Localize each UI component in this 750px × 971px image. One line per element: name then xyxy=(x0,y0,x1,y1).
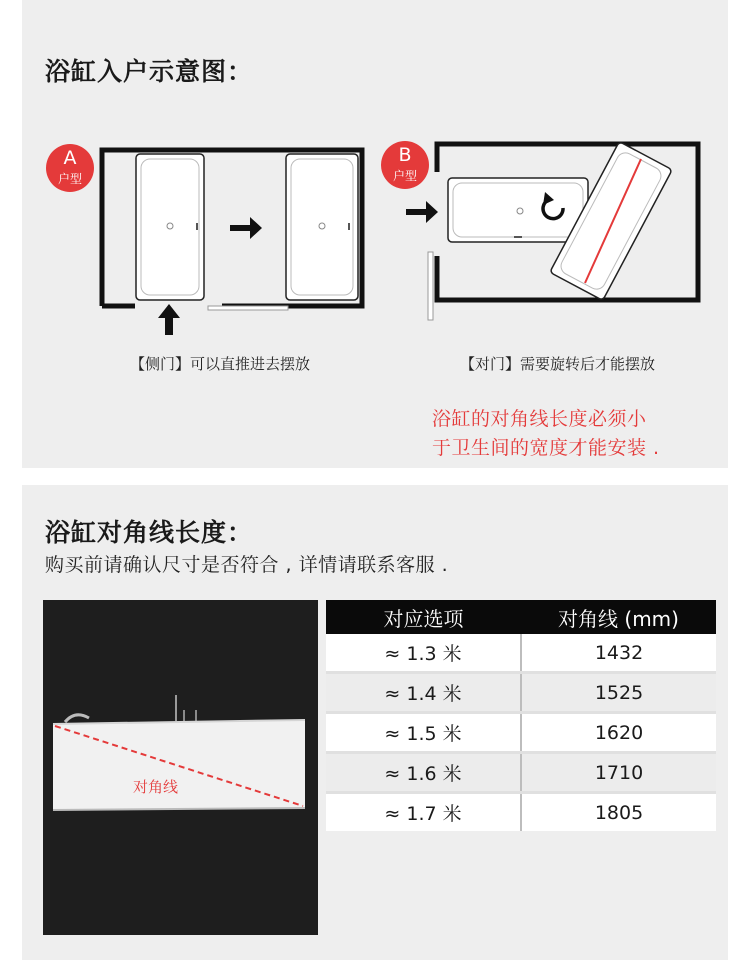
plan-b-diagram xyxy=(380,138,720,338)
diagonal-table xyxy=(326,600,716,831)
type-b-label: 户型 xyxy=(392,169,418,183)
diagonal-subtitle: 购买前请确认尺寸是否符合 , 详情请联系客服 . xyxy=(45,554,449,576)
warning-line-2: 于卫生间的宽度才能安装 . xyxy=(432,437,660,459)
option-cell: ≈ 1.3 米 xyxy=(326,634,521,673)
warning-note xyxy=(432,405,660,463)
diagonal-cell: 1525 xyxy=(521,673,716,713)
table-row xyxy=(326,634,716,673)
table-row xyxy=(326,753,716,793)
type-a-caption: 【侧门】可以直推进去摆放 xyxy=(130,355,311,373)
option-cell: ≈ 1.6 米 xyxy=(326,753,521,793)
table-header-row xyxy=(326,600,716,634)
header-diagonal: 对角线 (mm) xyxy=(521,600,716,634)
plan-a-diagram xyxy=(40,140,380,340)
diagonal-cell: 1805 xyxy=(521,793,716,832)
table-row xyxy=(326,713,716,753)
type-a-badge xyxy=(46,144,94,192)
photo-diagonal-label: 对角线 xyxy=(133,778,179,796)
bathtub-after xyxy=(286,154,358,300)
option-cell: ≈ 1.4 米 xyxy=(326,673,521,713)
bathtub-entering xyxy=(448,178,588,242)
warning-line-1: 浴缸的对角线长度必须小 xyxy=(432,408,647,430)
type-b-letter: B xyxy=(398,144,412,166)
header-option: 对应选项 xyxy=(326,600,521,634)
diagonal-title: 浴缸对角线长度： xyxy=(45,518,254,547)
type-b-badge xyxy=(381,141,429,189)
table-row xyxy=(326,793,716,832)
bathtub-before xyxy=(136,154,204,300)
bathtub-photo xyxy=(43,600,318,935)
option-cell: ≈ 1.7 米 xyxy=(326,793,521,832)
diagonal-cell: 1432 xyxy=(521,634,716,673)
table-row xyxy=(326,673,716,713)
diagonal-cell: 1710 xyxy=(521,753,716,793)
arrow-right-icon xyxy=(230,217,262,239)
arrow-right-icon xyxy=(406,201,438,223)
type-b-caption: 【对门】需要旋转后才能摆放 xyxy=(460,355,656,373)
diagonal-cell: 1620 xyxy=(521,713,716,753)
install-title: 浴缸入户示意图： xyxy=(45,57,254,86)
option-cell: ≈ 1.5 米 xyxy=(326,713,521,753)
type-a-letter: A xyxy=(63,147,77,169)
type-a-label: 户型 xyxy=(57,172,83,186)
arrow-up-icon xyxy=(158,304,180,335)
